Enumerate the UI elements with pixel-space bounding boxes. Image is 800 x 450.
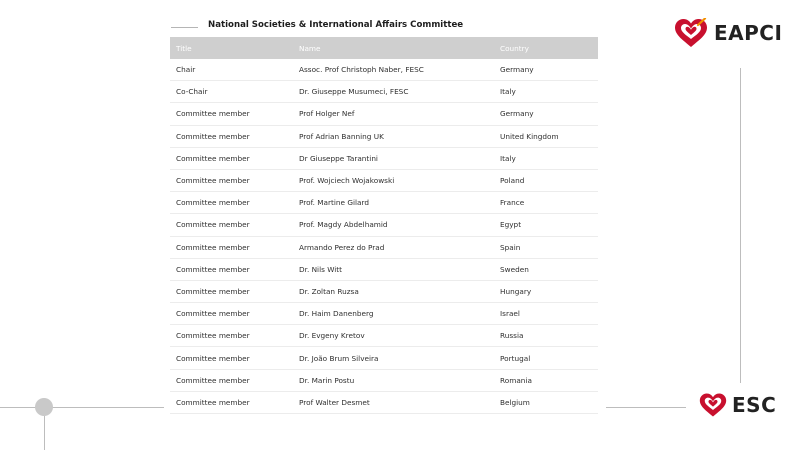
cell-name: Prof. Martine Gilard: [293, 192, 494, 214]
right-vertical-rule: [740, 68, 741, 383]
cell-country: Spain: [494, 236, 598, 258]
cell-name: Prof. Magdy Abdelhamid: [293, 214, 494, 236]
cell-country: Germany: [494, 103, 598, 125]
cell-name: Dr. Giuseppe Musumeci, FESC: [293, 81, 494, 103]
cell-name: Dr. Haim Danenberg: [293, 303, 494, 325]
cell-name: Dr. Zoltan Ruzsa: [293, 280, 494, 302]
cell-country: United Kingdom: [494, 125, 598, 147]
cell-country: Egypt: [494, 214, 598, 236]
bottom-left-vertical-rule: [44, 416, 45, 450]
table-row: [170, 236, 598, 258]
cell-title: Committee member: [170, 169, 293, 191]
table-row: [170, 125, 598, 147]
cell-title: Committee member: [170, 369, 293, 391]
table-row: [170, 147, 598, 169]
table-body: [170, 59, 598, 414]
cell-title: Committee member: [170, 125, 293, 147]
cell-name: Dr. Marin Postu: [293, 369, 494, 391]
cell-country: Poland: [494, 169, 598, 191]
cell-title: Committee member: [170, 347, 293, 369]
cell-title: Committee member: [170, 391, 293, 413]
heart-logo-icon: [674, 18, 708, 48]
cell-country: Romania: [494, 369, 598, 391]
cell-country: Sweden: [494, 258, 598, 280]
cell-country: Russia: [494, 325, 598, 347]
cell-country: Belgium: [494, 391, 598, 413]
table-row: [170, 325, 598, 347]
table-row: [170, 280, 598, 302]
table-row: [170, 347, 598, 369]
cell-title: Committee member: [170, 280, 293, 302]
bottom-left-horizontal-rule: [0, 407, 164, 408]
table-header-row: [170, 37, 598, 59]
eapci-logo: [674, 18, 782, 48]
cell-country: France: [494, 192, 598, 214]
cell-name: Dr. João Brum Silveira: [293, 347, 494, 369]
cell-country: Portugal: [494, 347, 598, 369]
decorative-circle: [35, 398, 53, 416]
column-header-name: Name: [299, 43, 321, 53]
table-row: [170, 214, 598, 236]
cell-title: Committee member: [170, 214, 293, 236]
cell-country: Hungary: [494, 280, 598, 302]
cell-title: Chair: [170, 59, 293, 81]
cell-name: Dr Giuseppe Tarantini: [293, 147, 494, 169]
cell-name: Prof Walter Desmet: [293, 391, 494, 413]
cell-name: Prof. Wojciech Wojakowski: [293, 169, 494, 191]
table-row: [170, 192, 598, 214]
table-row: [170, 59, 598, 81]
cell-country: Italy: [494, 81, 598, 103]
table-row: [170, 369, 598, 391]
cell-title: Committee member: [170, 147, 293, 169]
cell-name: Dr. Nils Witt: [293, 258, 494, 280]
esc-logo-text: ESC: [732, 393, 777, 417]
cell-title: Committee member: [170, 258, 293, 280]
column-header-country: Country: [500, 43, 529, 53]
table-row: [170, 258, 598, 280]
table-row: [170, 391, 598, 413]
title-rule: [171, 27, 198, 28]
cell-country: Germany: [494, 59, 598, 81]
table-row: [170, 169, 598, 191]
cell-name: Assoc. Prof Christoph Naber, FESC: [293, 59, 494, 81]
cell-title: Committee member: [170, 103, 293, 125]
slide-title: National Societies & International Affairs Committee: [208, 20, 464, 30]
cell-name: Prof Holger Nef: [293, 103, 494, 125]
cell-title: Committee member: [170, 192, 293, 214]
table-row: [170, 81, 598, 103]
column-header-title: Title: [176, 43, 192, 53]
cell-country: Italy: [494, 147, 598, 169]
cell-name: Armando Perez do Prad: [293, 236, 494, 258]
table-row: [170, 103, 598, 125]
cell-title: Committee member: [170, 325, 293, 347]
cell-name: Prof Adrian Banning UK: [293, 125, 494, 147]
table-row: [170, 303, 598, 325]
bottom-right-horizontal-rule: [606, 407, 686, 408]
committee-table: [170, 37, 598, 414]
cell-country: Israel: [494, 303, 598, 325]
cell-title: Committee member: [170, 236, 293, 258]
esc-logo: [699, 392, 776, 418]
heart-logo-icon: [699, 392, 727, 418]
cell-title: Co-Chair: [170, 81, 293, 103]
cell-title: Committee member: [170, 303, 293, 325]
cell-name: Dr. Evgeny Kretov: [293, 325, 494, 347]
eapci-logo-text: EAPCI: [714, 21, 783, 45]
